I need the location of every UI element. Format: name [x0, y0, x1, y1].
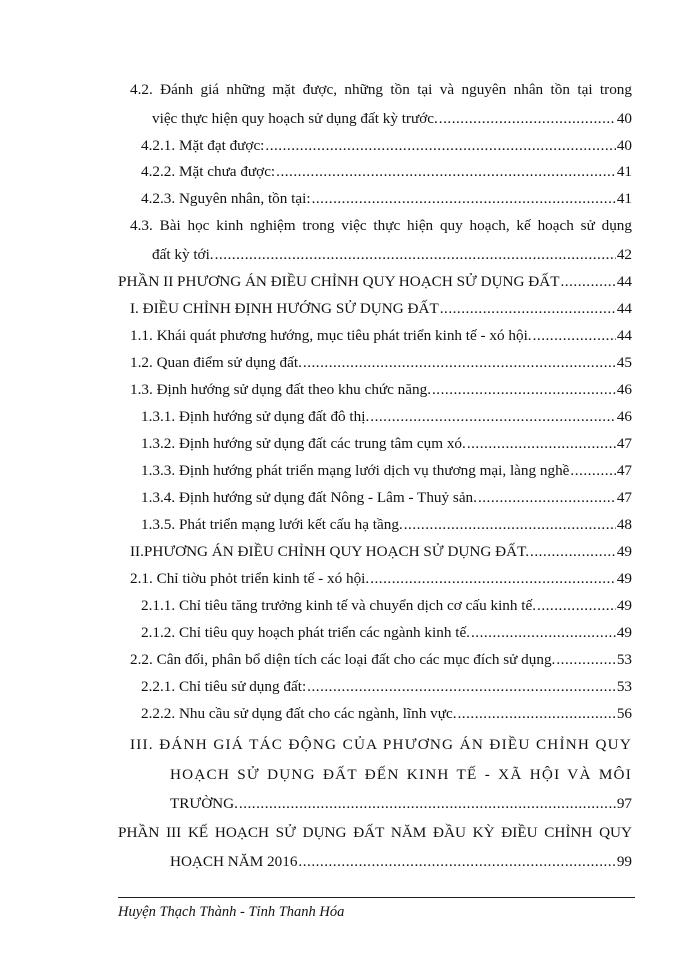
toc-entry[interactable]: [130, 353, 632, 373]
toc-page-number: 49: [616, 597, 632, 614]
toc-entry-continuation[interactable]: [152, 245, 632, 265]
toc-entry[interactable]: [141, 515, 632, 535]
toc-leader-dots: [458, 704, 616, 724]
toc-page-number: 41: [616, 163, 632, 180]
toc-page-number: 49: [616, 543, 632, 560]
toc-entry-text: 1.3.2. Định hướng sử dụng đất các trung tâm cụm xó.: [141, 435, 466, 452]
toc-leader-dots: [530, 542, 616, 562]
toc-entry[interactable]: [130, 650, 632, 670]
toc-entry-continuation[interactable]: [170, 765, 632, 785]
toc-entry-text: 4.2.1. Mặt đạt được:: [141, 137, 265, 154]
toc-page-number: 46: [616, 408, 632, 425]
toc-leader-dots: [276, 162, 616, 182]
toc-entry[interactable]: [141, 488, 632, 508]
toc-leader-dots: [239, 794, 616, 814]
toc-entry-text: TRƯỜNG.: [170, 795, 238, 812]
toc-leader-dots: [570, 461, 615, 481]
toc-leader-dots: [471, 623, 616, 643]
toc-entry[interactable]: [130, 80, 632, 100]
toc-entry[interactable]: [141, 677, 632, 697]
toc-entry[interactable]: [118, 272, 632, 292]
toc-page-number: 49: [616, 570, 632, 587]
toc-entry-text: 4.2.3. Nguyên nhân, tồn tại:: [141, 190, 311, 207]
toc-entry-text: 1.3.4. Định hướng sử dụng đất Nông - Lâm - Thuỷ sản.: [141, 489, 477, 506]
toc-page-number: 42: [616, 246, 632, 263]
toc-entry[interactable]: [141, 136, 632, 156]
toc-entry-text: 2.2.1. Chỉ tiêu sử dụng đất:: [141, 678, 307, 695]
toc-entry[interactable]: [141, 704, 632, 724]
toc-leader-dots: [404, 515, 616, 535]
toc-entry[interactable]: [130, 735, 632, 755]
toc-entry-text: HOẠCH SỬ DỤNG ĐẤT ĐẾN KINH TẾ - XÃ HỘI VÀ MÔI: [170, 766, 632, 783]
toc-leader-dots: [370, 407, 616, 427]
toc-entry[interactable]: [130, 216, 632, 236]
toc-entry-text: 1.3. Định hướng sử dụng đất theo khu chức năng.: [130, 381, 431, 398]
toc-entry-text: việc thực hiện quy hoạch sử dụng đất kỳ trước.: [152, 110, 438, 127]
toc-page-number: 56: [616, 705, 632, 722]
toc-entry-text: 4.2.2. Mặt chưa được:: [141, 163, 276, 180]
toc-leader-dots: [440, 299, 616, 319]
toc-leader-dots: [215, 245, 616, 265]
toc-leader-dots: [432, 380, 616, 400]
toc-entry-text: 2.1.1. Chỉ tiêu tăng trưởng kinh tế và chuyển dịch cơ cấu kinh tế.: [141, 597, 537, 614]
toc-entry[interactable]: [141, 461, 632, 481]
toc-entry-text: đất kỳ tới.: [152, 246, 214, 263]
toc-entry-text: 4.3. Bài học kinh nghiệm trong việc thực hiện quy hoạch, kế hoạch sử dụng: [130, 217, 632, 234]
toc-entry-text: 2.1. Chỉ tiờu phỏt triển kinh tế - xó hội.: [130, 570, 370, 587]
toc-entry-text: 1.3.3. Định hướng phát triển mạng lưới dịch vụ thương mại, làng nghề: [141, 462, 570, 479]
toc-entry[interactable]: [141, 162, 632, 182]
toc-entry-text: 2.2. Cân đối, phân bổ diện tích các loại đất cho các mục đích sử dụng.: [130, 651, 556, 668]
toc-entry-text: I. ĐIỀU CHỈNH ĐỊNH HƯỚNG SỬ DỤNG ĐẤT: [130, 300, 439, 317]
toc-page-number: 44: [616, 327, 632, 344]
toc-page-number: 47: [616, 435, 632, 452]
toc-entry-continuation[interactable]: [170, 794, 632, 814]
toc-page-number: 44: [616, 300, 632, 317]
toc-entry-text: II.PHƯƠNG ÁN ĐIỀU CHỈNH QUY HOẠCH SỬ DỤNG ĐẤT.: [130, 543, 530, 560]
toc-entry-text: 1.3.1. Định hướng sử dụng đất đô thị.: [141, 408, 370, 425]
toc-page-number: 53: [616, 678, 632, 695]
toc-page-number: 41: [616, 190, 632, 207]
toc-entry[interactable]: [141, 434, 632, 454]
toc-entry[interactable]: [118, 823, 632, 843]
toc-entry[interactable]: [130, 380, 632, 400]
toc-leader-dots: [556, 650, 615, 670]
footer-divider: [118, 897, 635, 898]
toc-leader-dots: [537, 596, 616, 616]
toc-entry-text: III. ĐÁNH GIÁ TÁC ĐỘNG CỦA PHƯƠNG ÁN ĐIỀU CHỈNH QUY: [130, 736, 632, 753]
toc-entry[interactable]: [130, 299, 632, 319]
toc-entry[interactable]: [141, 189, 632, 209]
toc-leader-dots: [370, 569, 616, 589]
toc-leader-dots: [312, 189, 616, 209]
toc-entry-text: 1.2. Quan điểm sử dụng đất.: [130, 354, 302, 371]
toc-entry[interactable]: [130, 542, 632, 562]
toc-entry-text: 2.2.2. Nhu cầu sử dụng đất cho các ngành, lĩnh vực.: [141, 705, 457, 722]
toc-page-number: 47: [616, 489, 632, 506]
toc-leader-dots: [478, 488, 616, 508]
toc-page-number: 53: [616, 651, 632, 668]
toc-leader-dots: [307, 677, 616, 697]
toc-entry-continuation[interactable]: [152, 109, 632, 129]
toc-entry-text: 1.3.5. Phát triển mạng lưới kết cấu hạ tầng.: [141, 516, 403, 533]
toc-entry-text: HOẠCH NĂM 2016: [170, 853, 298, 870]
toc-entry-continuation[interactable]: [170, 852, 632, 872]
toc-page-number: 97: [616, 795, 632, 812]
toc-entry-text: 2.1.2. Chỉ tiêu quy hoạch phát triển các ngành kinh tế.: [141, 624, 470, 641]
toc-page-number: 48: [616, 516, 632, 533]
toc-page-number: 49: [616, 624, 632, 641]
toc-leader-dots: [303, 353, 616, 373]
toc-entry[interactable]: [141, 407, 632, 427]
toc-entry-text: 1.1. Khái quát phương hướng, mục tiêu phát triển kinh tế - xó hội.: [130, 327, 532, 344]
toc-entry[interactable]: [130, 326, 632, 346]
page-footer: Huyện Thạch Thành - Tỉnh Thanh Hóa: [118, 904, 345, 920]
toc-entry[interactable]: [141, 623, 632, 643]
toc-page-number: 45: [616, 354, 632, 371]
toc-page-number: 99: [616, 853, 632, 870]
toc-page-number: 44: [616, 273, 632, 290]
toc-entry-text: PHẦN II PHƯƠNG ÁN ĐIỀU CHỈNH QUY HOẠCH SỬ DỤNG ĐẤT: [118, 273, 560, 290]
toc-leader-dots: [467, 434, 616, 454]
toc-entry-text: PHẦN III KẾ HOẠCH SỬ DỤNG ĐẤT NĂM ĐẦU KỲ ĐIỀU CHỈNH QUY: [118, 824, 632, 841]
toc-entry[interactable]: [141, 596, 632, 616]
toc-leader-dots: [265, 136, 615, 156]
toc-leader-dots: [439, 109, 616, 129]
toc-page-number: 46: [616, 381, 632, 398]
toc-entry[interactable]: [130, 569, 632, 589]
toc-page-number: 47: [616, 462, 632, 479]
toc-page-number: 40: [616, 137, 632, 154]
toc-page-number: 40: [616, 110, 632, 127]
toc-entry-text: 4.2. Đánh giá những mặt được, những tồn tại và nguyên nhân tồn tại trong: [130, 81, 632, 98]
toc-leader-dots: [533, 326, 616, 346]
toc-leader-dots: [561, 272, 616, 292]
toc-leader-dots: [298, 852, 615, 872]
